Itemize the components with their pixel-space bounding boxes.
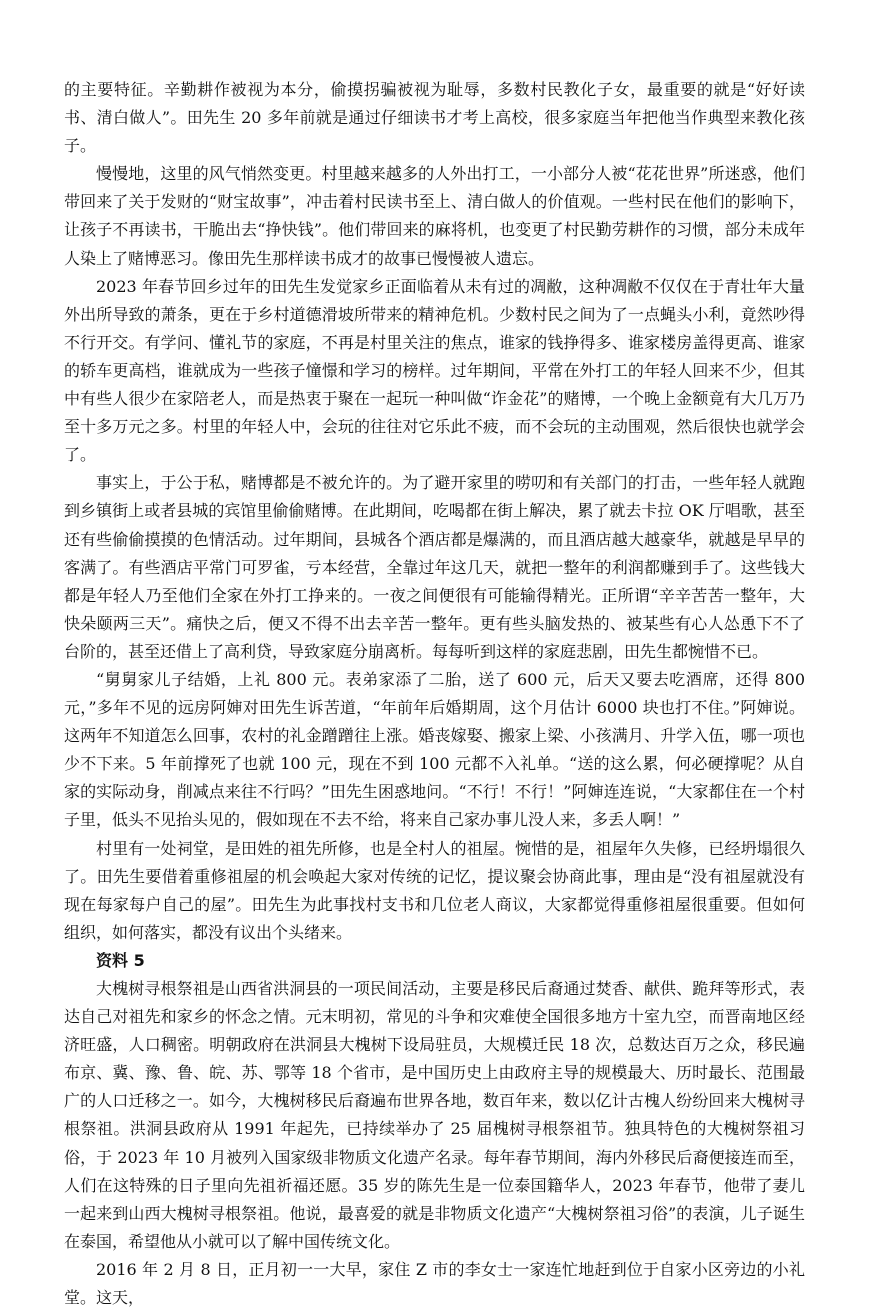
paragraph-4: 事实上，于公于私，赌博都是不被允许的。为了避开家里的唠叨和有关部门的打击，一些年轻人就跑到乡镇街上或者县城的宾馆里偷偷赌博。在此期间，吃喝都在街上解决，累了就去卡拉 OK 厅唱歌，甚至还有些偷偷摸摸的色情活动。过年期间，县城各个酒店都是爆满的，而且酒店越大越豪华，就越是早早的客满了。有些酒店平常门可罗雀，亏本经营，全靠过年这几天，就把一整年的利润都赚到手了。这些钱大都是年轻人乃至他们全家在外打工挣来的。一夜之间便很有可能输得精光。正所谓“辛辛苦苦一整年，大快朵颐两三天”。痛快之后，便又不得不出去辛苦一整年。更有些头脑发热的、被某些有心人怂恿下不了台阶的，甚至还借上了高利贷，导致家庭分崩离析。每每听到这样的家庭悲剧，田先生都惋惜不已。 xyxy=(64,473,805,661)
paragraph-5: “舅舅家儿子结婚，上礼 800 元。表弟家添了二胎，送了 600 元，后天又要去吃酒席，还得 800 元，”多年不见的远房阿婶对田先生诉苦道，“年前年后婚期周，这个月估计 6000 块也打不住。”阿婶说。这两年不知道怎么回事，农村的礼金蹭蹭往上涨。婚丧嫁娶、搬家上梁、小孩满月、升学入伍，哪一项也少不下来。5 年前撑死了也就 100 元，现在不到 100 元都不入礼单。“送的这么累，何必硬撑呢？从自家的实际动身，削减点来往不行吗？”田先生困惑地问。“不行！不行！”阿婶连连说，“大家都住在一个村子里，低头不见抬头见的，假如现在不去不给，将来自己家办事儿没人来，多丢人啊！” xyxy=(64,669,805,830)
paragraph-1: 的主要特征。辛勤耕作被视为本分，偷摸拐骗被视为耻辱，多数村民教化子女，最重要的就是“好好读书、清白做人”。田先生 20 多年前就是通过仔细读书才考上高校，很多家庭当年把他当作典型来教化孩子。 xyxy=(64,80,805,156)
section-title: 资料 5 xyxy=(96,950,145,970)
paragraph-3: 2023 年春节回乡过年的田先生发觉家乡正面临着从未有过的凋敝，这种凋敝不仅仅在于青壮年大量外出所导致的萧条，更在于乡村道德滑坡所带来的精神危机。少数村民之间为了一点蝇头小利，竟然吵得不行开交。有学问、懂礼节的家庭，不再是村里关注的焦点，谁家的钱挣得多、谁家楼房盖得更高、谁家的轿车更高档，谁就成为一些孩子憧憬和学习的榜样。过年期间，平常在外打工的年轻人回来不少，但其中有些人很少在家陪老人，而是热衷于聚在一起玩一种叫做“诈金花”的赌博，一个晚上金额竟有大几万乃至十多万元之多。村里的年轻人中，会玩的往往对它乐此不疲，而不会玩的主动围观，然后很快也就学会了。 xyxy=(64,276,805,465)
paragraph-2: 慢慢地，这里的风气悄然变更。村里越来越多的人外出打工，一小部分人被“花花世界”所迷惑，他们带回来了关于发财的“财宝故事”，冲击着村民读书至上、清白做人的价值观。一些村民在他们的影响下，让孩子不再读书，干脆出去“挣快钱”。他们带回来的麻将机，也变更了村民勤劳耕作的习惯，部分未成年人染上了赌博恶习。像田先生那样读书成才的故事已慢慢被人遗忘。 xyxy=(64,164,805,268)
section-paragraph-1: 大槐树寻根祭祖是山西省洪洞县的一项民间活动，主要是移民后裔通过焚香、献供、跪拜等形式，表达自己对祖先和家乡的怀念之情。元末明初，常见的斗争和灾难使全国很多地方十室九空，而晋南地区经济旺盛，人口稠密。明朝政府在洪洞县大槐树下设局驻员，大规模迁民 18 次，总数达百万之众，移民遍布京、冀、豫、鲁、皖、苏、鄂等 18 个省市，是中国历史上由政府主导的规模最大、历时最长、范围最广的人口迁移之一。如今，大槐树移民后裔遍布世界各地，数百年来，数以亿计古槐人纷纷回来大槐树寻根祭祖。洪洞县政府从 1991 年起先，已持续举办了 25 届槐树寻根祭祖节。独具特色的大槐树祭祖习俗，于 2023 年 10 月被列入国家级非物质文化遗产名录。每年春节期间，海内外移民后裔便接连而至，人们在这特殊的日子里向先祖祈福还愿。35 岁的陈先生是一位泰国籍华人，2023 年春节，他带了妻儿一起来到山西大槐树寻根祭祖。他说，最喜爱的就是非物质文化遗产“大槐树祭祖习俗”的表演，儿子诞生在泰国，希望他从小就可以了解中国传统文化。 xyxy=(64,979,805,1251)
paragraph-6: 村里有一处祠堂，是田姓的祖先所修，也是全村人的祖屋。惋惜的是，祖屋年久失修，已经坍塌很久了。田先生要借着重修祖屋的机会唤起大家对传统的记忆，提议聚会协商此事，理由是“没有祖屋就没有现在每家每户自己的屋”。田先生为此事找村支书和几位老人商议，大家都觉得重修祖屋很重要。但如何组织，如何落实，都没有议出个头绪来。 xyxy=(64,838,805,942)
section-paragraph-2: 2016 年 2 月 8 日，正月初一一大早，家住 Z 市的李女士一家连忙地赶到位于自家小区旁边的小礼堂。这天， xyxy=(64,1259,805,1308)
